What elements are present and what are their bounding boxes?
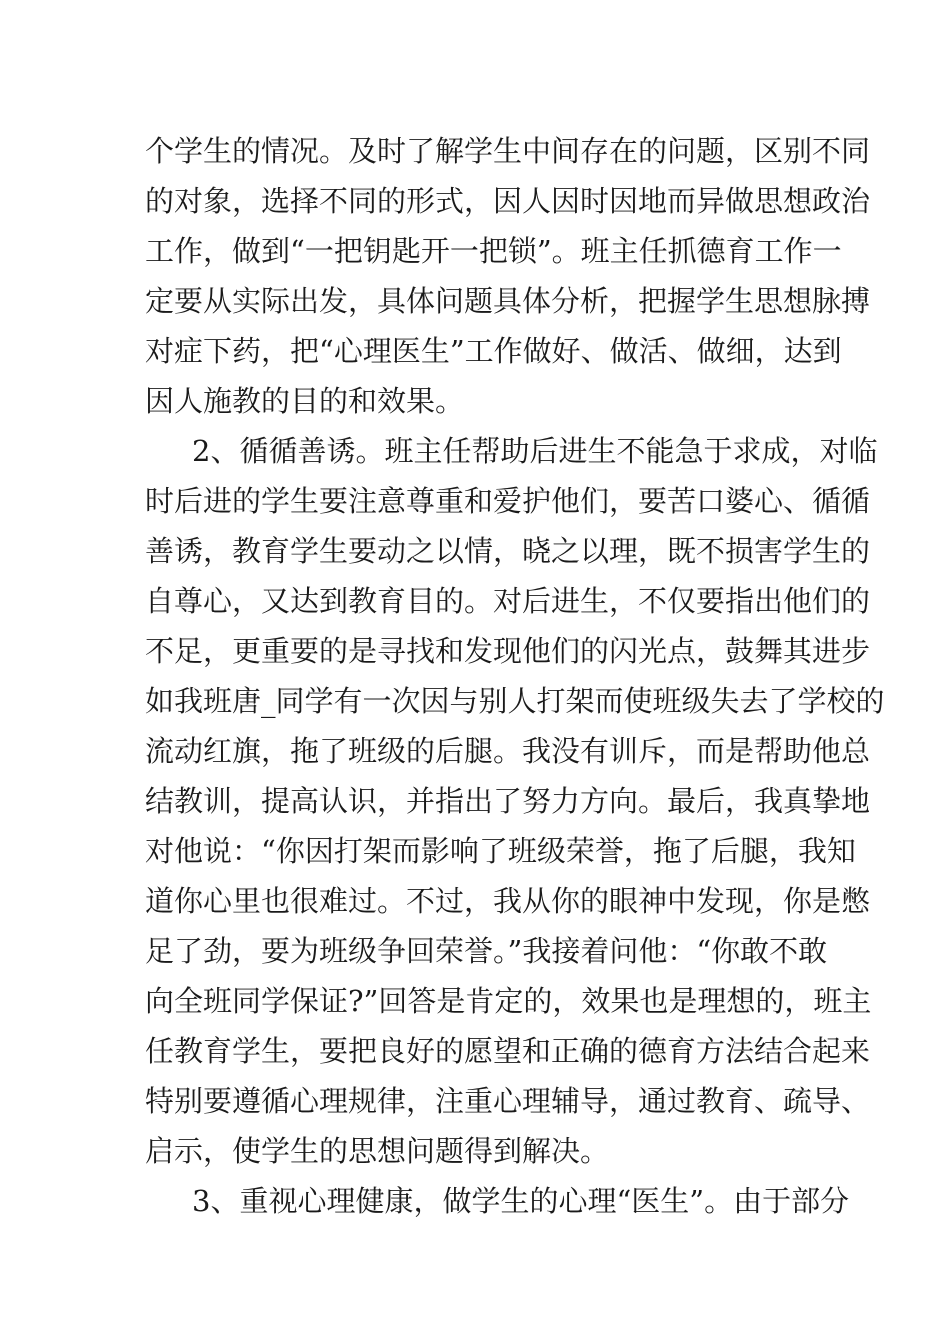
text-line: 自尊心，又达到教育目的。对后进生，不仅要指出他们的 bbox=[145, 584, 871, 618]
text-line: 启示，使学生的思想问题得到解决。 bbox=[145, 1134, 610, 1168]
text-line: 对症下药，把“心理医生”工作做好、做活、做细，达到 bbox=[145, 334, 842, 368]
text-line: 善诱，教育学生要动之以情，晓之以理，既不损害学生的 bbox=[145, 534, 871, 568]
paragraph-heading-2: 2、循循善诱。班主任帮助后进生不能急于求成，对临 bbox=[192, 434, 878, 468]
text-line: 特别要遵循心理规律，注重心理辅导，通过教育、疏导、 bbox=[145, 1084, 871, 1118]
text-line: 足了劲，要为班级争回荣誉。”我接着问他：“你敢不敢 bbox=[145, 934, 828, 968]
text-line: 时后进的学生要注意尊重和爱护他们，要苦口婆心、循循 bbox=[145, 484, 871, 518]
text-line: 流动红旗，拖了班级的后腿。我没有训斥，而是帮助他总 bbox=[145, 734, 871, 768]
paragraph-heading-3: 3、重视心理健康，做学生的心理“医生”。由于部分 bbox=[192, 1184, 850, 1218]
text-line: 结教训，提高认识，并指出了努力方向。最后，我真挚地 bbox=[145, 784, 871, 818]
text-line: 道你心里也很难过。不过，我从你的眼神中发现，你是憋 bbox=[145, 884, 871, 918]
text-line: 任教育学生，要把良好的愿望和正确的德育方法结合起来 bbox=[145, 1034, 871, 1068]
text-line: 向全班同学保证?”回答是肯定的，效果也是理想的，班主 bbox=[145, 984, 872, 1018]
text-line: 不足，更重要的是寻找和发现他们的闪光点，鼓舞其进步 bbox=[145, 634, 871, 668]
text-line: 因人施教的目的和效果。 bbox=[145, 384, 465, 418]
text-line: 对他说：“你因打架而影响了班级荣誉，拖了后腿，我知 bbox=[145, 834, 856, 868]
text-line: 个学生的情况。及时了解学生中间存在的问题，区别不同 bbox=[145, 134, 871, 168]
text-line: 如我班唐_同学有一次因与别人打架而使班级失去了学校的 bbox=[145, 684, 885, 718]
text-line: 的对象，选择不同的形式，因人因时因地而异做思想政治 bbox=[145, 184, 871, 218]
text-line: 定要从实际出发，具体问题具体分析，把握学生思想脉搏 bbox=[145, 284, 871, 318]
text-line: 工作，做到“一把钥匙开一把锁”。班主任抓德育工作一 bbox=[145, 234, 842, 268]
